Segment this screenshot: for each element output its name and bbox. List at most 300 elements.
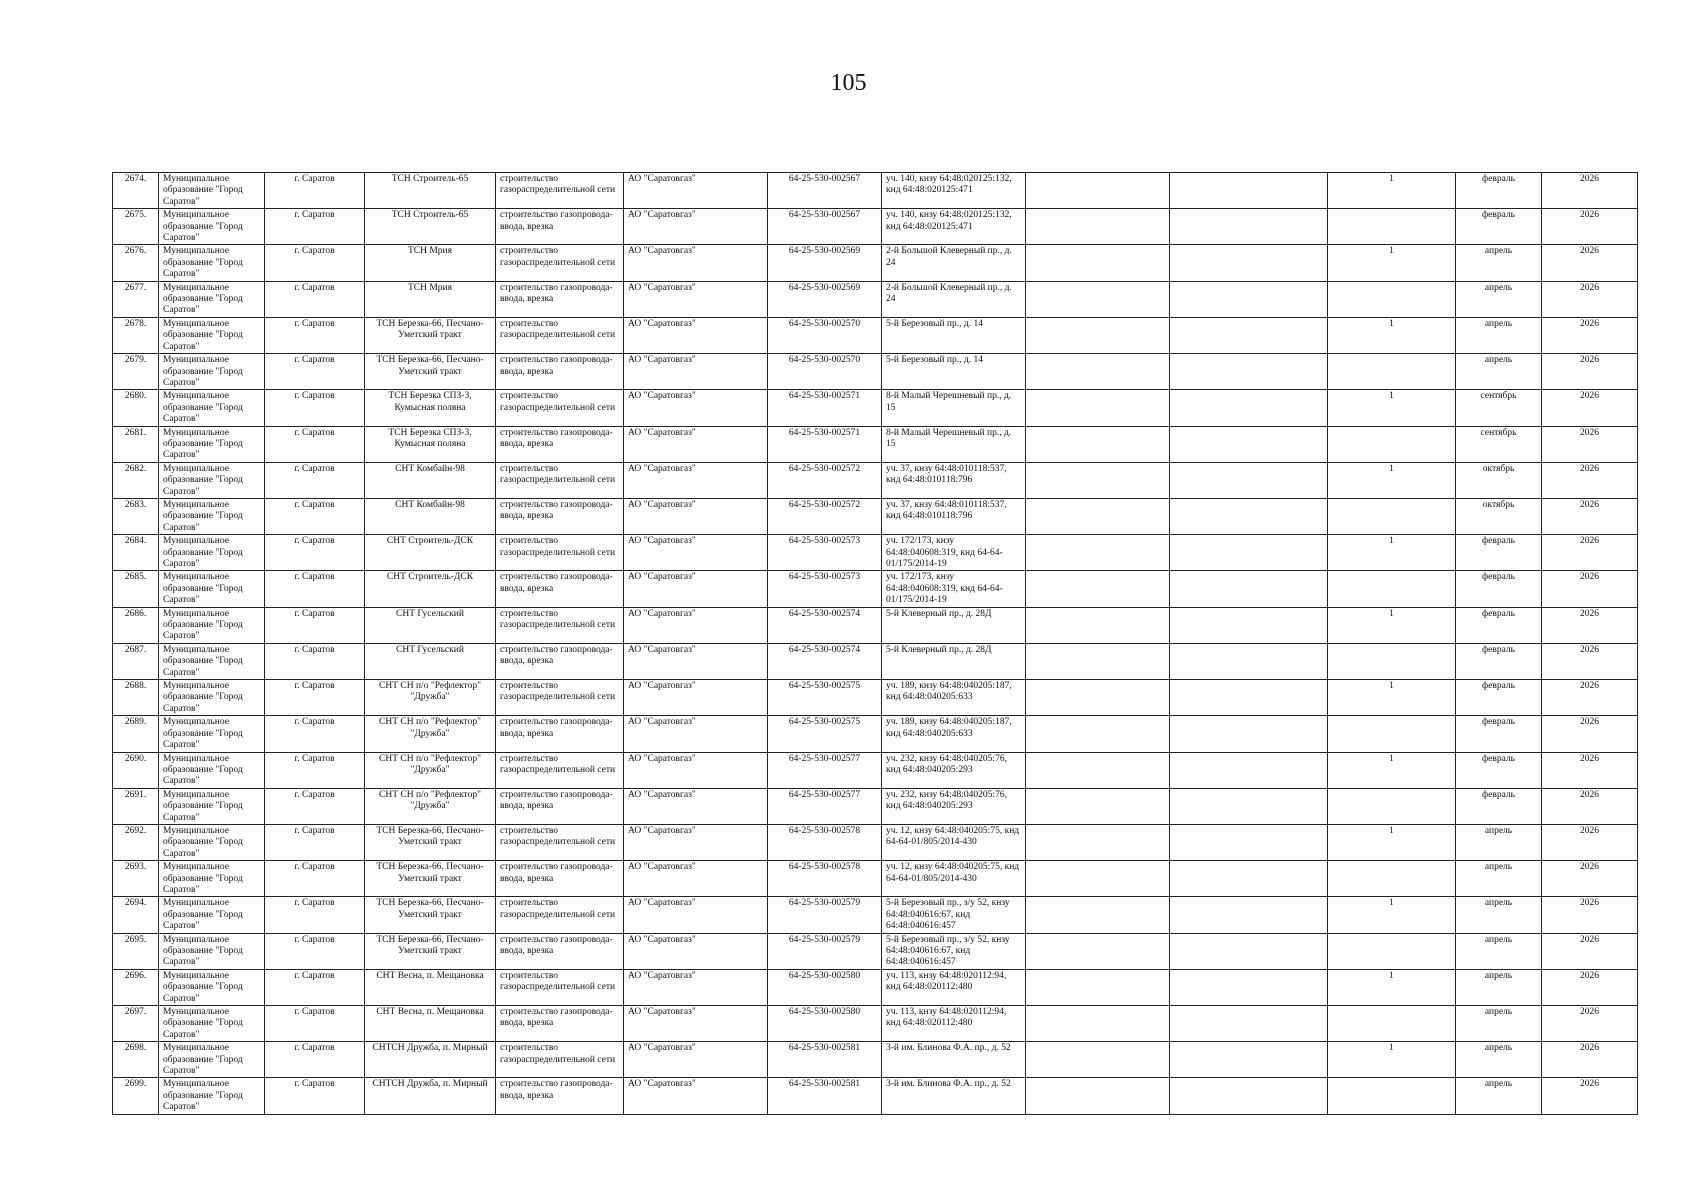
quantity-cell [1328, 716, 1456, 752]
quantity-cell: 1 [1328, 390, 1456, 426]
table-row [113, 354, 1638, 390]
organization-cell: АО "Саратовгаз" [624, 426, 768, 462]
object-cell: СНТСН Дружба, п. Мирный [365, 1078, 496, 1114]
municipality-cell: Муниципальное образование "Город Саратов" [159, 173, 265, 209]
row-number: 2689. [113, 716, 159, 752]
registry-code-cell: 64-25-530-002574 [768, 607, 882, 643]
table-row [113, 933, 1638, 969]
registry-code-cell: 64-25-530-002581 [768, 1042, 882, 1078]
year-cell: 2026 [1542, 209, 1638, 245]
table-row [113, 643, 1638, 679]
organization-cell: АО "Саратовгаз" [624, 897, 768, 933]
locality-cell: г. Саратов [265, 498, 365, 534]
locality-cell: г. Саратов [265, 209, 365, 245]
registry-code-cell: 64-25-530-002578 [768, 824, 882, 860]
municipality-cell: Муниципальное образование "Город Саратов" [159, 281, 265, 317]
address-cell: 5-й Клеверный пр., д. 28Д [882, 607, 1026, 643]
organization-cell: АО "Саратовгаз" [624, 969, 768, 1005]
empty-cell [1170, 354, 1328, 390]
registry-code-cell: 64-25-530-002578 [768, 861, 882, 897]
year-cell: 2026 [1542, 897, 1638, 933]
locality-cell: г. Саратов [265, 317, 365, 353]
quantity-cell [1328, 281, 1456, 317]
table-row [113, 245, 1638, 281]
table-row [113, 535, 1638, 571]
empty-cell [1026, 317, 1170, 353]
object-cell: СНТ Строитель-ДСК [365, 571, 496, 607]
municipality-cell: Муниципальное образование "Город Саратов" [159, 1006, 265, 1042]
locality-cell: г. Саратов [265, 933, 365, 969]
row-number: 2691. [113, 788, 159, 824]
row-number: 2680. [113, 390, 159, 426]
quantity-cell: 1 [1328, 173, 1456, 209]
work-type-cell: строительство газораспределительной сети [496, 173, 624, 209]
locality-cell: г. Саратов [265, 1042, 365, 1078]
quantity-cell: 1 [1328, 1042, 1456, 1078]
object-cell: СНТ СН п/о "Рефлектор" "Дружба" [365, 788, 496, 824]
quantity-cell: 1 [1328, 607, 1456, 643]
quantity-cell: 1 [1328, 317, 1456, 353]
work-type-cell: строительство газораспределительной сети [496, 317, 624, 353]
row-number: 2678. [113, 317, 159, 353]
address-cell: 8-й Малый Черешневый пр., д. 15 [882, 426, 1026, 462]
organization-cell: АО "Саратовгаз" [624, 245, 768, 281]
year-cell: 2026 [1542, 462, 1638, 498]
empty-cell [1026, 680, 1170, 716]
object-cell: ТСН Березка СПЗ-3, Кумысная поляна [365, 390, 496, 426]
empty-cell [1170, 535, 1328, 571]
organization-cell: АО "Саратовгаз" [624, 643, 768, 679]
year-cell: 2026 [1542, 571, 1638, 607]
registry-code-cell: 64-25-530-002573 [768, 571, 882, 607]
organization-cell: АО "Саратовгаз" [624, 209, 768, 245]
locality-cell: г. Саратов [265, 824, 365, 860]
year-cell: 2026 [1542, 1042, 1638, 1078]
year-cell: 2026 [1542, 498, 1638, 534]
locality-cell: г. Саратов [265, 969, 365, 1005]
year-cell: 2026 [1542, 354, 1638, 390]
row-number: 2687. [113, 643, 159, 679]
empty-cell [1026, 607, 1170, 643]
empty-cell [1026, 498, 1170, 534]
object-cell: ТСН Строитель-65 [365, 173, 496, 209]
empty-cell [1170, 969, 1328, 1005]
address-cell: уч. 189, кнзу 64:48:040205:187, кнд 64:48:040205:633 [882, 680, 1026, 716]
object-cell: ТСН Березка СПЗ-3, Кумысная поляна [365, 426, 496, 462]
table-row [113, 1042, 1638, 1078]
quantity-cell [1328, 571, 1456, 607]
row-number: 2685. [113, 571, 159, 607]
row-number: 2686. [113, 607, 159, 643]
year-cell: 2026 [1542, 788, 1638, 824]
empty-cell [1170, 317, 1328, 353]
work-type-cell: строительство газораспределительной сети [496, 607, 624, 643]
table-row [113, 390, 1638, 426]
address-cell: уч. 113, кнзу 64:48:020112:94, кнд 64:48:020112:480 [882, 1006, 1026, 1042]
row-number: 2694. [113, 897, 159, 933]
locality-cell: г. Саратов [265, 571, 365, 607]
empty-cell [1170, 897, 1328, 933]
municipality-cell: Муниципальное образование "Город Саратов" [159, 1042, 265, 1078]
registry-code-cell: 64-25-530-002569 [768, 281, 882, 317]
address-cell: уч. 140, кнзу 64:48:020125:132, кнд 64:48:020125:471 [882, 209, 1026, 245]
empty-cell [1026, 1078, 1170, 1114]
quantity-cell: 1 [1328, 462, 1456, 498]
address-cell: уч. 113, кнзу 64:48:020112:94, кнд 64:48:020112:480 [882, 969, 1026, 1005]
object-cell: СНТ СН п/о "Рефлектор" "Дружба" [365, 716, 496, 752]
table-row [113, 607, 1638, 643]
month-cell: февраль [1456, 680, 1542, 716]
address-cell: 5-й Березовый пр., з/у 52, кнзу 64:48:040616:67, кнд 64:48:040616:457 [882, 897, 1026, 933]
row-number: 2698. [113, 1042, 159, 1078]
month-cell: апрель [1456, 861, 1542, 897]
page-number: 105 [830, 70, 867, 96]
object-cell: ТСН Березка-66, Песчано-Уметский тракт [365, 861, 496, 897]
address-cell: уч. 12, кнзу 64:48:040205:75, кнд 64-64-01/805/2014-430 [882, 824, 1026, 860]
table-row [113, 209, 1638, 245]
municipality-cell: Муниципальное образование "Город Саратов" [159, 680, 265, 716]
empty-cell [1026, 426, 1170, 462]
empty-cell [1170, 245, 1328, 281]
address-cell: уч. 232, кнзу 64:48:040205:76, кнд 64:48:040205:293 [882, 752, 1026, 788]
row-number: 2679. [113, 354, 159, 390]
table-row [113, 788, 1638, 824]
locality-cell: г. Саратов [265, 861, 365, 897]
empty-cell [1170, 643, 1328, 679]
table-row [113, 426, 1638, 462]
address-cell: уч. 172/173, кнзу 64:48:040608:319, кнд 64-64-01/175/2014-19 [882, 535, 1026, 571]
month-cell: апрель [1456, 897, 1542, 933]
empty-cell [1026, 571, 1170, 607]
municipality-cell: Муниципальное образование "Город Саратов" [159, 752, 265, 788]
year-cell: 2026 [1542, 1078, 1638, 1114]
quantity-cell: 1 [1328, 752, 1456, 788]
year-cell: 2026 [1542, 317, 1638, 353]
municipality-cell: Муниципальное образование "Город Саратов" [159, 897, 265, 933]
empty-cell [1170, 607, 1328, 643]
organization-cell: АО "Саратовгаз" [624, 571, 768, 607]
month-cell: февраль [1456, 535, 1542, 571]
table-row [113, 462, 1638, 498]
municipality-cell: Муниципальное образование "Город Саратов" [159, 788, 265, 824]
locality-cell: г. Саратов [265, 281, 365, 317]
municipality-cell: Муниципальное образование "Город Саратов" [159, 861, 265, 897]
municipality-cell: Муниципальное образование "Город Саратов" [159, 209, 265, 245]
year-cell: 2026 [1542, 643, 1638, 679]
empty-cell [1026, 1042, 1170, 1078]
object-cell: СНТ СН п/о "Рефлектор" "Дружба" [365, 752, 496, 788]
municipality-cell: Муниципальное образование "Город Саратов" [159, 607, 265, 643]
year-cell: 2026 [1542, 969, 1638, 1005]
municipality-cell: Муниципальное образование "Город Саратов" [159, 317, 265, 353]
object-cell: ТСН Березка-66, Песчано-Уметский тракт [365, 354, 496, 390]
empty-cell [1170, 1078, 1328, 1114]
municipality-cell: Муниципальное образование "Город Саратов" [159, 535, 265, 571]
work-type-cell: строительство газораспределительной сети [496, 535, 624, 571]
address-cell: уч. 189, кнзу 64:48:040205:187, кнд 64:48:040205:633 [882, 716, 1026, 752]
organization-cell: АО "Саратовгаз" [624, 824, 768, 860]
registry-code-cell: 64-25-530-002580 [768, 969, 882, 1005]
organization-cell: АО "Саратовгаз" [624, 173, 768, 209]
organization-cell: АО "Саратовгаз" [624, 1006, 768, 1042]
row-number: 2697. [113, 1006, 159, 1042]
month-cell: февраль [1456, 173, 1542, 209]
registry-code-cell: 64-25-530-002577 [768, 752, 882, 788]
object-cell: ТСН Березка-66, Песчано-Уметский тракт [365, 824, 496, 860]
year-cell: 2026 [1542, 752, 1638, 788]
month-cell: апрель [1456, 824, 1542, 860]
month-cell: февраль [1456, 571, 1542, 607]
quantity-cell [1328, 1078, 1456, 1114]
empty-cell [1026, 354, 1170, 390]
empty-cell [1170, 462, 1328, 498]
locality-cell: г. Саратов [265, 245, 365, 281]
address-cell: 2-й Большой Клеверный пр., д. 24 [882, 245, 1026, 281]
address-cell: уч. 37, кнзу 64:48:010118:537, кнд 64:48:010118:796 [882, 498, 1026, 534]
quantity-cell [1328, 209, 1456, 245]
address-cell: 8-й Малый Черешневый пр., д. 15 [882, 390, 1026, 426]
organization-cell: АО "Саратовгаз" [624, 1078, 768, 1114]
empty-cell [1026, 1006, 1170, 1042]
organization-cell: АО "Саратовгаз" [624, 680, 768, 716]
year-cell: 2026 [1542, 824, 1638, 860]
month-cell: апрель [1456, 1042, 1542, 1078]
work-type-cell: строительство газопровода-ввода, врезка [496, 716, 624, 752]
address-cell: уч. 140, кнзу 64:48:020125:132, кнд 64:48:020125:471 [882, 173, 1026, 209]
work-type-cell: строительство газопровода-ввода, врезка [496, 788, 624, 824]
empty-cell [1170, 426, 1328, 462]
registry-code-cell: 64-25-530-002575 [768, 680, 882, 716]
organization-cell: АО "Саратовгаз" [624, 716, 768, 752]
work-type-cell: строительство газораспределительной сети [496, 969, 624, 1005]
table-row [113, 752, 1638, 788]
work-type-cell: строительство газопровода-ввода, врезка [496, 933, 624, 969]
row-number: 2695. [113, 933, 159, 969]
organization-cell: АО "Саратовгаз" [624, 281, 768, 317]
table-row [113, 281, 1638, 317]
table-row [113, 173, 1638, 209]
registry-code-cell: 64-25-530-002573 [768, 535, 882, 571]
registry-code-cell: 64-25-530-002581 [768, 1078, 882, 1114]
table-row [113, 1006, 1638, 1042]
locality-cell: г. Саратов [265, 752, 365, 788]
month-cell: февраль [1456, 607, 1542, 643]
organization-cell: АО "Саратовгаз" [624, 752, 768, 788]
quantity-cell: 1 [1328, 824, 1456, 860]
organization-cell: АО "Саратовгаз" [624, 933, 768, 969]
registry-rows [113, 173, 1638, 1115]
organization-cell: АО "Саратовгаз" [624, 607, 768, 643]
row-number: 2693. [113, 861, 159, 897]
organization-cell: АО "Саратовгаз" [624, 317, 768, 353]
work-type-cell: строительство газопровода-ввода, врезка [496, 1078, 624, 1114]
row-number: 2676. [113, 245, 159, 281]
quantity-cell [1328, 354, 1456, 390]
empty-cell [1170, 498, 1328, 534]
quantity-cell [1328, 498, 1456, 534]
object-cell: СНТ СН п/о "Рефлектор" "Дружба" [365, 680, 496, 716]
municipality-cell: Муниципальное образование "Город Саратов" [159, 462, 265, 498]
address-cell: уч. 172/173, кнзу 64:48:040608:319, кнд 64-64-01/175/2014-19 [882, 571, 1026, 607]
registry-code-cell: 64-25-530-002575 [768, 716, 882, 752]
row-number: 2692. [113, 824, 159, 860]
registry-code-cell: 64-25-530-002567 [768, 173, 882, 209]
address-cell: 5-й Клеверный пр., д. 28Д [882, 643, 1026, 679]
municipality-cell: Муниципальное образование "Город Саратов" [159, 716, 265, 752]
table-row [113, 824, 1638, 860]
month-cell: апрель [1456, 933, 1542, 969]
object-cell: ТСН Мрия [365, 281, 496, 317]
empty-cell [1026, 824, 1170, 860]
registry-code-cell: 64-25-530-002579 [768, 933, 882, 969]
object-cell: СНТ Гусельский [365, 643, 496, 679]
work-type-cell: строительство газораспределительной сети [496, 245, 624, 281]
locality-cell: г. Саратов [265, 680, 365, 716]
organization-cell: АО "Саратовгаз" [624, 861, 768, 897]
empty-cell [1170, 788, 1328, 824]
year-cell: 2026 [1542, 245, 1638, 281]
work-type-cell: строительство газораспределительной сети [496, 897, 624, 933]
month-cell: февраль [1456, 209, 1542, 245]
month-cell: апрель [1456, 317, 1542, 353]
table-row [113, 571, 1638, 607]
locality-cell: г. Саратов [265, 462, 365, 498]
object-cell: ТСН Березка-66, Песчано-Уметский тракт [365, 317, 496, 353]
municipality-cell: Муниципальное образование "Город Саратов" [159, 571, 265, 607]
municipality-cell: Муниципальное образование "Город Саратов" [159, 933, 265, 969]
quantity-cell [1328, 788, 1456, 824]
empty-cell [1026, 281, 1170, 317]
empty-cell [1026, 643, 1170, 679]
work-type-cell: строительство газораспределительной сети [496, 752, 624, 788]
address-cell: 3-й им. Блинова Ф.А. пр., д. 52 [882, 1078, 1026, 1114]
month-cell: апрель [1456, 969, 1542, 1005]
municipality-cell: Муниципальное образование "Город Саратов" [159, 354, 265, 390]
work-type-cell: строительство газопровода-ввода, врезка [496, 209, 624, 245]
organization-cell: АО "Саратовгаз" [624, 535, 768, 571]
address-cell: 5-й Березовый пр., з/у 52, кнзу 64:48:040616:67, кнд 64:48:040616:457 [882, 933, 1026, 969]
row-number: 2683. [113, 498, 159, 534]
registry-code-cell: 64-25-530-002567 [768, 209, 882, 245]
address-cell: 5-й Березовый пр., д. 14 [882, 317, 1026, 353]
locality-cell: г. Саратов [265, 426, 365, 462]
quantity-cell [1328, 643, 1456, 679]
empty-cell [1170, 209, 1328, 245]
organization-cell: АО "Саратовгаз" [624, 788, 768, 824]
empty-cell [1026, 462, 1170, 498]
organization-cell: АО "Саратовгаз" [624, 1042, 768, 1078]
quantity-cell [1328, 1006, 1456, 1042]
municipality-cell: Муниципальное образование "Город Саратов" [159, 498, 265, 534]
municipality-cell: Муниципальное образование "Город Саратов" [159, 390, 265, 426]
work-type-cell: строительство газопровода-ввода, врезка [496, 426, 624, 462]
table-row [113, 969, 1638, 1005]
month-cell: октябрь [1456, 498, 1542, 534]
work-type-cell: строительство газопровода-ввода, врезка [496, 571, 624, 607]
municipality-cell: Муниципальное образование "Город Саратов" [159, 245, 265, 281]
table-row [113, 1078, 1638, 1114]
row-number: 2677. [113, 281, 159, 317]
table-row [113, 897, 1638, 933]
empty-cell [1170, 281, 1328, 317]
month-cell: апрель [1456, 245, 1542, 281]
table-row [113, 498, 1638, 534]
year-cell: 2026 [1542, 716, 1638, 752]
object-cell: СНТ Строитель-ДСК [365, 535, 496, 571]
empty-cell [1026, 535, 1170, 571]
work-type-cell: строительство газопровода-ввода, врезка [496, 643, 624, 679]
locality-cell: г. Саратов [265, 1006, 365, 1042]
row-number: 2684. [113, 535, 159, 571]
year-cell: 2026 [1542, 535, 1638, 571]
month-cell: апрель [1456, 1006, 1542, 1042]
empty-cell [1026, 245, 1170, 281]
organization-cell: АО "Саратовгаз" [624, 390, 768, 426]
quantity-cell [1328, 933, 1456, 969]
locality-cell: г. Саратов [265, 535, 365, 571]
row-number: 2674. [113, 173, 159, 209]
object-cell: СНТ Весна, п. Мещановка [365, 1006, 496, 1042]
registry-code-cell: 64-25-530-002577 [768, 788, 882, 824]
locality-cell: г. Саратов [265, 390, 365, 426]
row-number: 2696. [113, 969, 159, 1005]
work-type-cell: строительство газораспределительной сети [496, 824, 624, 860]
work-type-cell: строительство газораспределительной сети [496, 462, 624, 498]
object-cell: СНТ Комбайн-98 [365, 462, 496, 498]
address-cell: 2-й Большой Клеверный пр., д. 24 [882, 281, 1026, 317]
locality-cell: г. Саратов [265, 788, 365, 824]
empty-cell [1026, 173, 1170, 209]
table-row [113, 317, 1638, 353]
empty-cell [1170, 1042, 1328, 1078]
address-cell: уч. 37, кнзу 64:48:010118:537, кнд 64:48:010118:796 [882, 462, 1026, 498]
table-row [113, 716, 1638, 752]
work-type-cell: строительство газораспределительной сети [496, 1042, 624, 1078]
table-row [113, 861, 1638, 897]
quantity-cell: 1 [1328, 897, 1456, 933]
empty-cell [1170, 716, 1328, 752]
empty-cell [1170, 824, 1328, 860]
year-cell: 2026 [1542, 281, 1638, 317]
registry-code-cell: 64-25-530-002579 [768, 897, 882, 933]
object-cell: ТСН Березка-66, Песчано-Уметский тракт [365, 897, 496, 933]
empty-cell [1170, 933, 1328, 969]
quantity-cell: 1 [1328, 969, 1456, 1005]
empty-cell [1170, 680, 1328, 716]
row-number: 2699. [113, 1078, 159, 1114]
empty-cell [1170, 861, 1328, 897]
municipality-cell: Муниципальное образование "Город Саратов" [159, 1078, 265, 1114]
month-cell: февраль [1456, 716, 1542, 752]
empty-cell [1026, 390, 1170, 426]
organization-cell: АО "Саратовгаз" [624, 354, 768, 390]
registry-code-cell: 64-25-530-002570 [768, 354, 882, 390]
municipality-cell: Муниципальное образование "Город Саратов" [159, 643, 265, 679]
empty-cell [1170, 752, 1328, 788]
empty-cell [1026, 752, 1170, 788]
row-number: 2688. [113, 680, 159, 716]
locality-cell: г. Саратов [265, 643, 365, 679]
registry-code-cell: 64-25-530-002580 [768, 1006, 882, 1042]
year-cell: 2026 [1542, 1006, 1638, 1042]
object-cell: СНТ Комбайн-98 [365, 498, 496, 534]
municipality-cell: Муниципальное образование "Город Саратов" [159, 969, 265, 1005]
work-type-cell: строительство газопровода-ввода, врезка [496, 861, 624, 897]
empty-cell [1026, 933, 1170, 969]
empty-cell [1026, 716, 1170, 752]
address-cell: уч. 12, кнзу 64:48:040205:75, кнд 64-64-01/805/2014-430 [882, 861, 1026, 897]
empty-cell [1170, 1006, 1328, 1042]
